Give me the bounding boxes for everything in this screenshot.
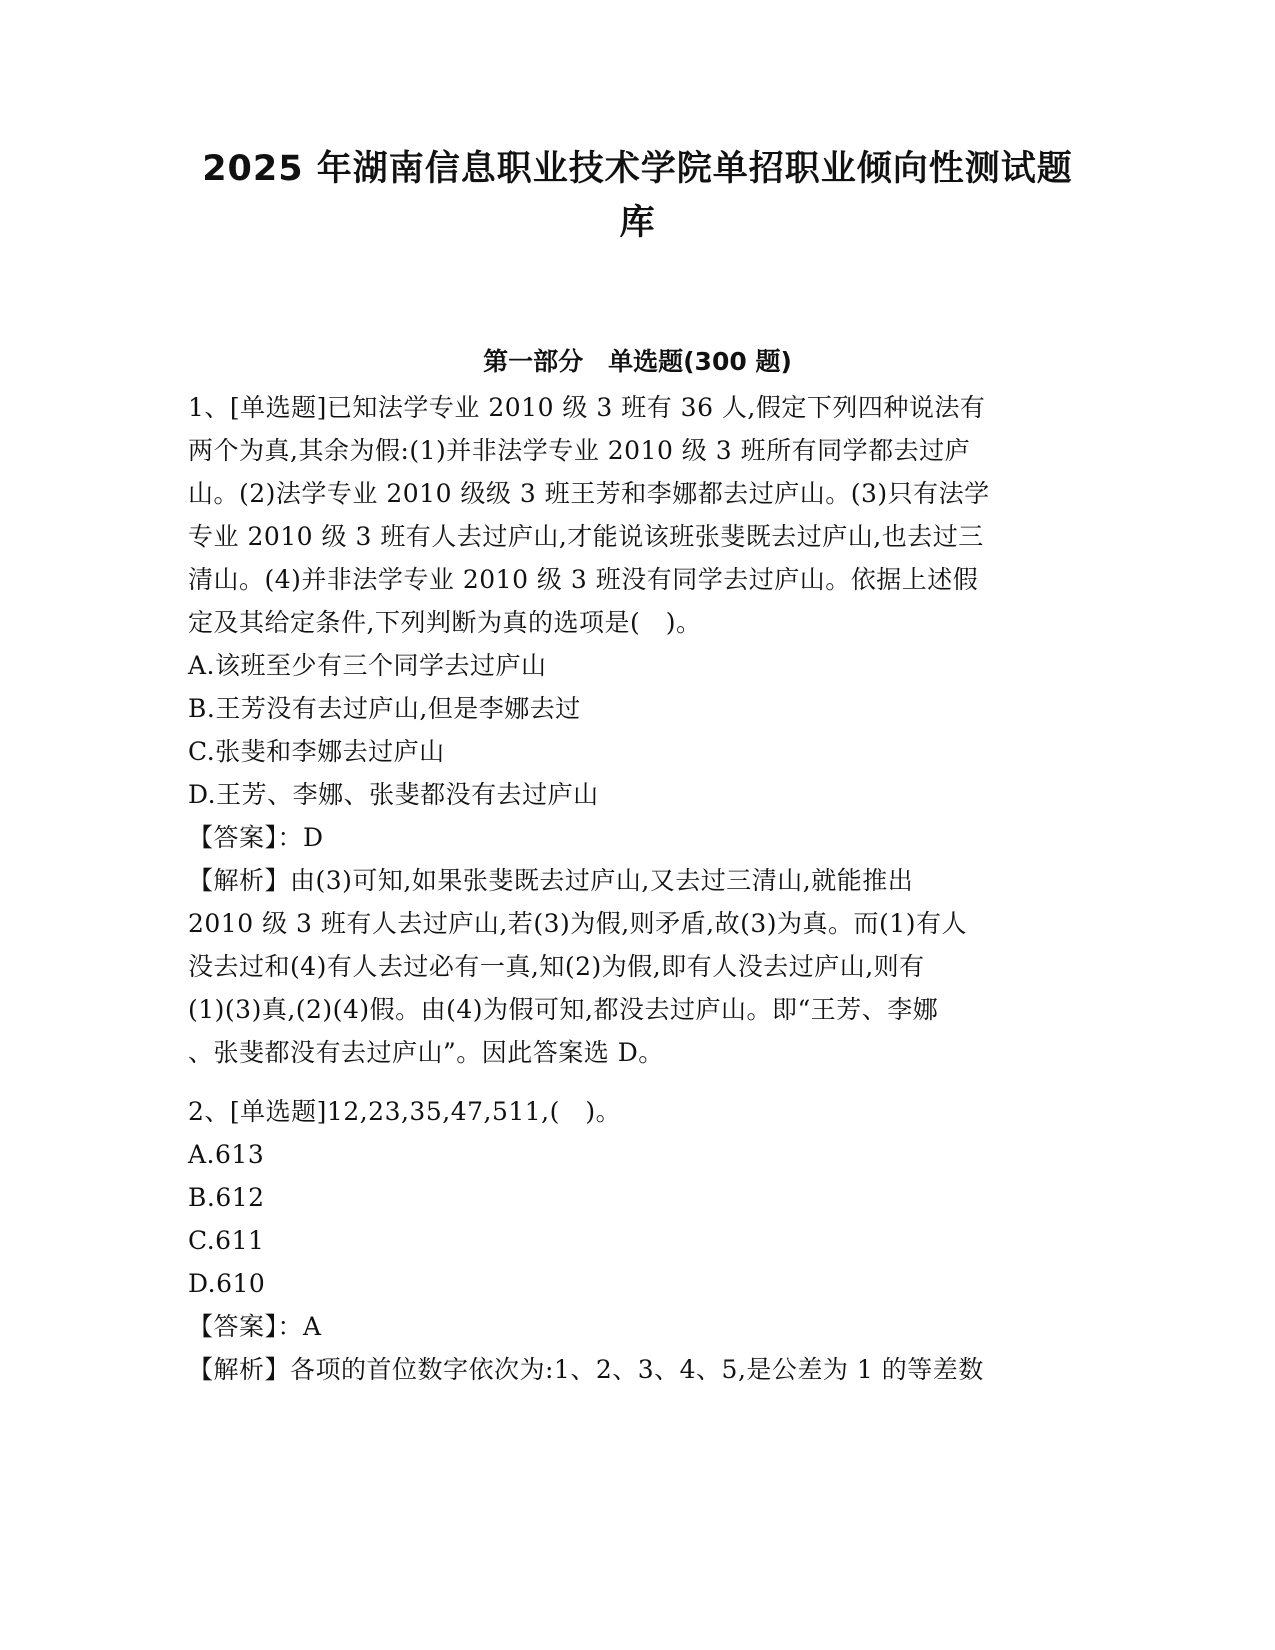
analysis-line: 没去过和(4)有人去过必有一真,知(2)为假,即有人没去过庐山,则有 [188,952,925,981]
analysis-line: (1)(3)真,(2)(4)假。由(4)为假可知,都没去过庐山。即“王芳、李娜 [188,995,939,1024]
question-stem-line: 定及其给定条件,下列判断为真的选项是( )。 [188,608,702,637]
answer-line: 【答案】：D [188,823,324,852]
analysis-line: 、张斐都没有去过庐山”。因此答案选 D。 [188,1038,664,1067]
answer-line: 【答案】：A [188,1312,322,1341]
analysis-line: 【解析】各项的首位数字依次为:1、2、3、4、5,是公差为 1 的等差数 [188,1355,984,1384]
question-stem-line: 山。(2)法学专业 2010 级级 3 班王芳和李娜都去过庐山。(3)只有法学 [188,479,990,508]
option-d: D.王芳、李娜、张斐都没有去过庐山 [188,780,599,809]
option-c: C.张斐和李娜去过庐山 [188,737,445,766]
title-line-2: 库 [619,203,656,243]
option-d: D.610 [188,1269,266,1298]
question-stem-line: 专业 2010 级 3 班有人去过庐山,才能说该班张斐既去过庐山,也去过三 [188,522,984,551]
question-stem-line: 清山。(4)并非法学专业 2010 级 3 班没有同学去过庐山。依据上述假 [188,565,979,594]
question-stem-line: 两个为真,其余为假:(1)并非法学专业 2010 级 3 班所有同学都去过庐 [188,436,971,465]
option-c: C.611 [188,1226,265,1255]
question-2 [188,1090,1080,1391]
option-b: B.612 [188,1183,265,1212]
document-title [180,142,1095,250]
section-heading: 第一部分 单选题(300 题) [483,347,792,376]
question-1 [188,386,1080,1074]
title-line-1: 2025 年湖南信息职业技术学院单招职业倾向性测试题 [202,149,1073,189]
option-a: A.613 [188,1140,265,1169]
option-b: B.王芳没有去过庐山,但是李娜去过 [188,694,581,723]
question-stem-line: 2、[单选题]12,23,35,47,511,( )。 [188,1097,622,1126]
option-a: A.该班至少有三个同学去过庐山 [188,651,547,680]
analysis-line: 【解析】由(3)可知,如果张斐既去过庐山,又去过三清山,就能推出 [188,866,914,895]
analysis-line: 2010 级 3 班有人去过庐山,若(3)为假,则矛盾,故(3)为真。而(1)有人 [188,909,967,938]
question-stem-line: 1、[单选题]已知法学专业 2010 级 3 班有 36 人,假定下列四种说法有 [188,393,986,422]
